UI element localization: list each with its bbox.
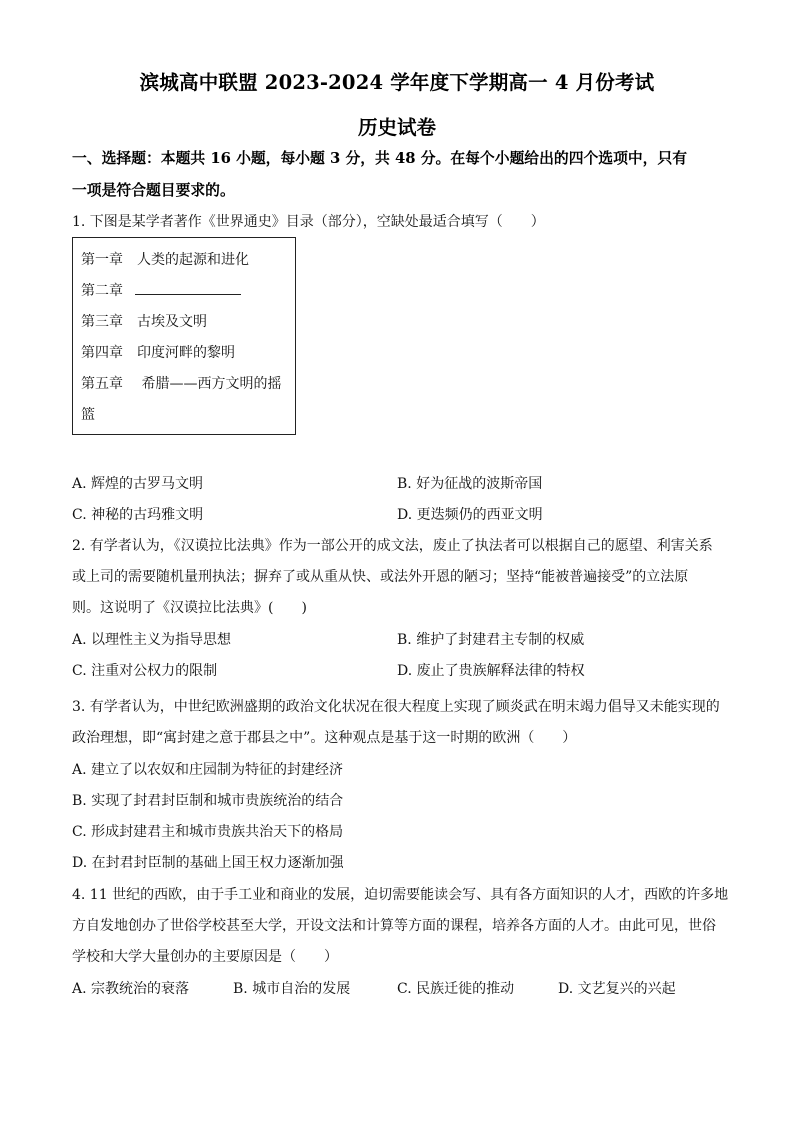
q2-option-a: A. 以理性主义为指导思想: [72, 632, 232, 648]
q3-stem-line2: 政治理想，即“寓封建之意于郡县之中”。这种观点是基于这一时期的欧洲（ ）: [72, 730, 577, 746]
q4-option-d: D. 文艺复兴的兴起: [558, 981, 676, 997]
q2-stem-line2: 或上司的需要随机量刑执法；摒弃了或从重从快、或法外开恩的陋习；坚持“能被普遍接受”的立法原: [72, 569, 689, 585]
q4-option-c: C. 民族迁徙的推动: [397, 981, 515, 997]
q4-option-b: B. 城市自治的发展: [233, 981, 351, 997]
q4-stem-line2: 方自发地创办了世俗学校甚至大学，开设文法和计算等方面的课程，培养各方面的人才。由此可见，世俗: [72, 918, 716, 934]
q2-option-c: C. 注重对公权力的限制: [72, 663, 218, 679]
q3-option-c: C. 形成封建君主和城市贵族共治天下的格局: [72, 824, 344, 840]
exam-title: 滨城高中联盟 2023-2024 学年度下学期高一 4 月份考试: [139, 71, 655, 94]
q1-option-b: B. 好为征战的波斯帝国: [397, 476, 543, 492]
q2-option-d: D. 废止了贵族解释法律的特权: [397, 663, 585, 679]
toc-chapter-1: 第一章 人类的起源和进化: [81, 252, 249, 268]
q4-option-a: A. 宗教统治的衰落: [72, 981, 190, 997]
q1-stem: 1. 下图是某学者著作《世界通史》目录（部分），空缺处最适合填写（ ）: [72, 214, 545, 230]
q3-option-a: A. 建立了以农奴和庄园制为特征的封建经济: [72, 762, 344, 778]
toc-chapter-5-cont: 篮: [81, 407, 95, 423]
toc-blank-line: [135, 282, 241, 295]
toc-chapter-5: 第五章 希腊——西方文明的摇: [81, 376, 282, 392]
q4-stem-line3: 学校和大学大量创办的主要原因是（ ）: [72, 949, 338, 965]
q2-stem-line1: 2. 有学者认为，《汉谟拉比法典》作为一部公开的成文法，废止了执法者可以根据自己的愿望、利害关系: [72, 538, 713, 554]
section-instruction-line1: 一、选择题：本题共 16 小题，每小题 3 分，共 48 分。在每个小题给出的四个选项中，只有: [72, 150, 688, 167]
q4-stem-line1: 4. 11 世纪的西欧，由于手工业和商业的发展，迫切需要能读会写、具有各方面知识的人才，西欧的许多地: [72, 887, 729, 903]
toc-chapter-4: 第四章 印度河畔的黎明: [81, 345, 235, 361]
q3-stem-line1: 3. 有学者认为，中世纪欧洲盛期的政治文化状况在很大程度上实现了顾炎武在明末竭力倡导又未能实现的: [72, 699, 720, 715]
q3-option-b: B. 实现了封君封臣制和城市贵族统治的结合: [72, 793, 344, 809]
toc-chapter-2: [81, 282, 241, 300]
q2-option-b: B. 维护了封建君主专制的权威: [397, 632, 585, 648]
subject-title: 历史试卷: [357, 116, 436, 139]
q2-stem-line3: 则。这说明了《汉谟拉比法典》( ): [72, 600, 307, 616]
q1-option-d: D. 更迭频仍的西亚文明: [397, 507, 543, 523]
section-instruction-line2: 一项是符合题目要求的。: [72, 182, 235, 199]
q1-toc-box: [72, 237, 296, 435]
q1-option-c: C. 神秘的古玛雅文明: [72, 507, 204, 523]
toc-chapter-3: 第三章 古埃及文明: [81, 314, 207, 330]
toc-chapter-2-label: 第二章: [81, 283, 123, 299]
q3-option-d: D. 在封君封臣制的基础上国王权力逐渐加强: [72, 855, 344, 871]
q1-option-a: A. 辉煌的古罗马文明: [72, 476, 204, 492]
